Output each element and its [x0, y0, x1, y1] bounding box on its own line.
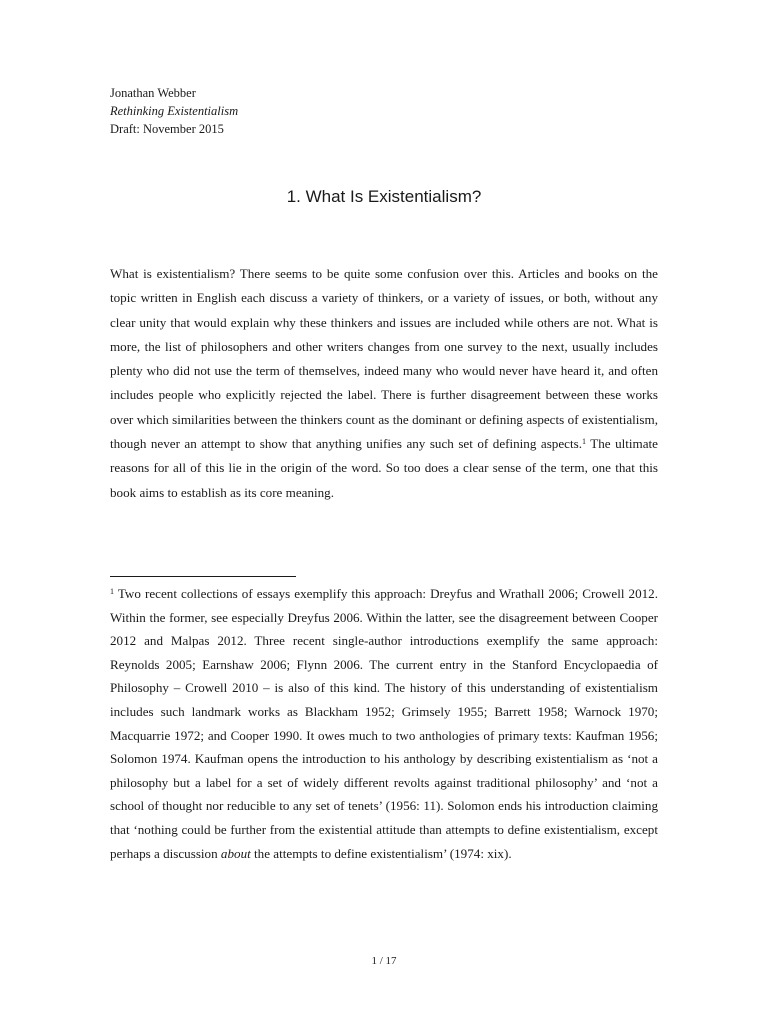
chapter-title: 1. What Is Existentialism? — [286, 187, 482, 206]
document-page — [110, 84, 658, 967]
footnote — [110, 582, 658, 865]
footnote-italic-word: about — [220, 845, 251, 861]
footnote-reference[interactable]: 1 — [581, 437, 586, 447]
draft-date: Draft: November 2015 — [110, 122, 224, 136]
author-name: Jonathan Webber — [110, 86, 196, 100]
footnote-text-part2: the attempts to define existentialism’ (1974: xix). — [250, 845, 512, 861]
footnote-text-part1: Two recent collections of essays exemplify this approach: Dreyfus and Wrathall 2006; Crowell 2012. Within the former, see especially Dreyfus 2006. Within the latter, see the disagreement between Cooper 2012 and Malpas 2012. Three recent single-author introductions exemplify the same approach: Reynolds 2005; Earnshaw 2006; Flynn 2006. The current entry in the Stanford Encyclopaedia of Philosophy – Crowell 2010 – is also of this kind. The history of this understanding of existentialism includes such landmark works as Blackham 1952; Grimsely 1955; Barrett 1958; Warnock 1970; Macquarrie 1972; and Cooper 1990. It owes much to two anthologies of primary texts: Kaufman 1956; Solomon 1974. Kaufman opens the introduction to his anthology by describing existentialism as ‘not a philosophy but a label for a set of widely different revolts against traditional philosophy’ and ‘not a school of thought nor reducible to any set of tenets’ (1956: 11). Solomon ends his introduction claiming that ‘nothing could be further from the existential attitude than attempts to define existentialism, except perhaps a discussion — [110, 586, 658, 861]
body-paragraph — [110, 262, 658, 505]
page-number: 1 / 17 — [371, 955, 397, 967]
body-text-part1: What is existentialism? There seems to be quite some confusion over this. Articles and books on the topic written in English each discuss a variety of thinkers, or a variety of issues, or both, without any clear unity that would explain why these thinkers and issues are included while others are not. What is more, the list of philosophers and other writers changes from one survey to the next, usually includes plenty who did not use the term of themselves, indeed many who would never have heard it, and often includes people who explicitly rejected the label. There is further disagreement between these works over which similarities between the thinkers count as the dominant or defining aspects of existentialism, though never an attempt to show that anything unifies any such set of defining aspects. — [110, 266, 658, 452]
footnote-divider — [110, 576, 296, 577]
body-text-part2: The ultimate reasons for all of this lie in the origin of the word. So too does a clear sense of the term, one that this book aims to establish as its core meaning. — [110, 436, 658, 500]
book-title: Rethinking Existentialism — [110, 104, 239, 118]
footnote-marker: 1 — [110, 587, 114, 596]
